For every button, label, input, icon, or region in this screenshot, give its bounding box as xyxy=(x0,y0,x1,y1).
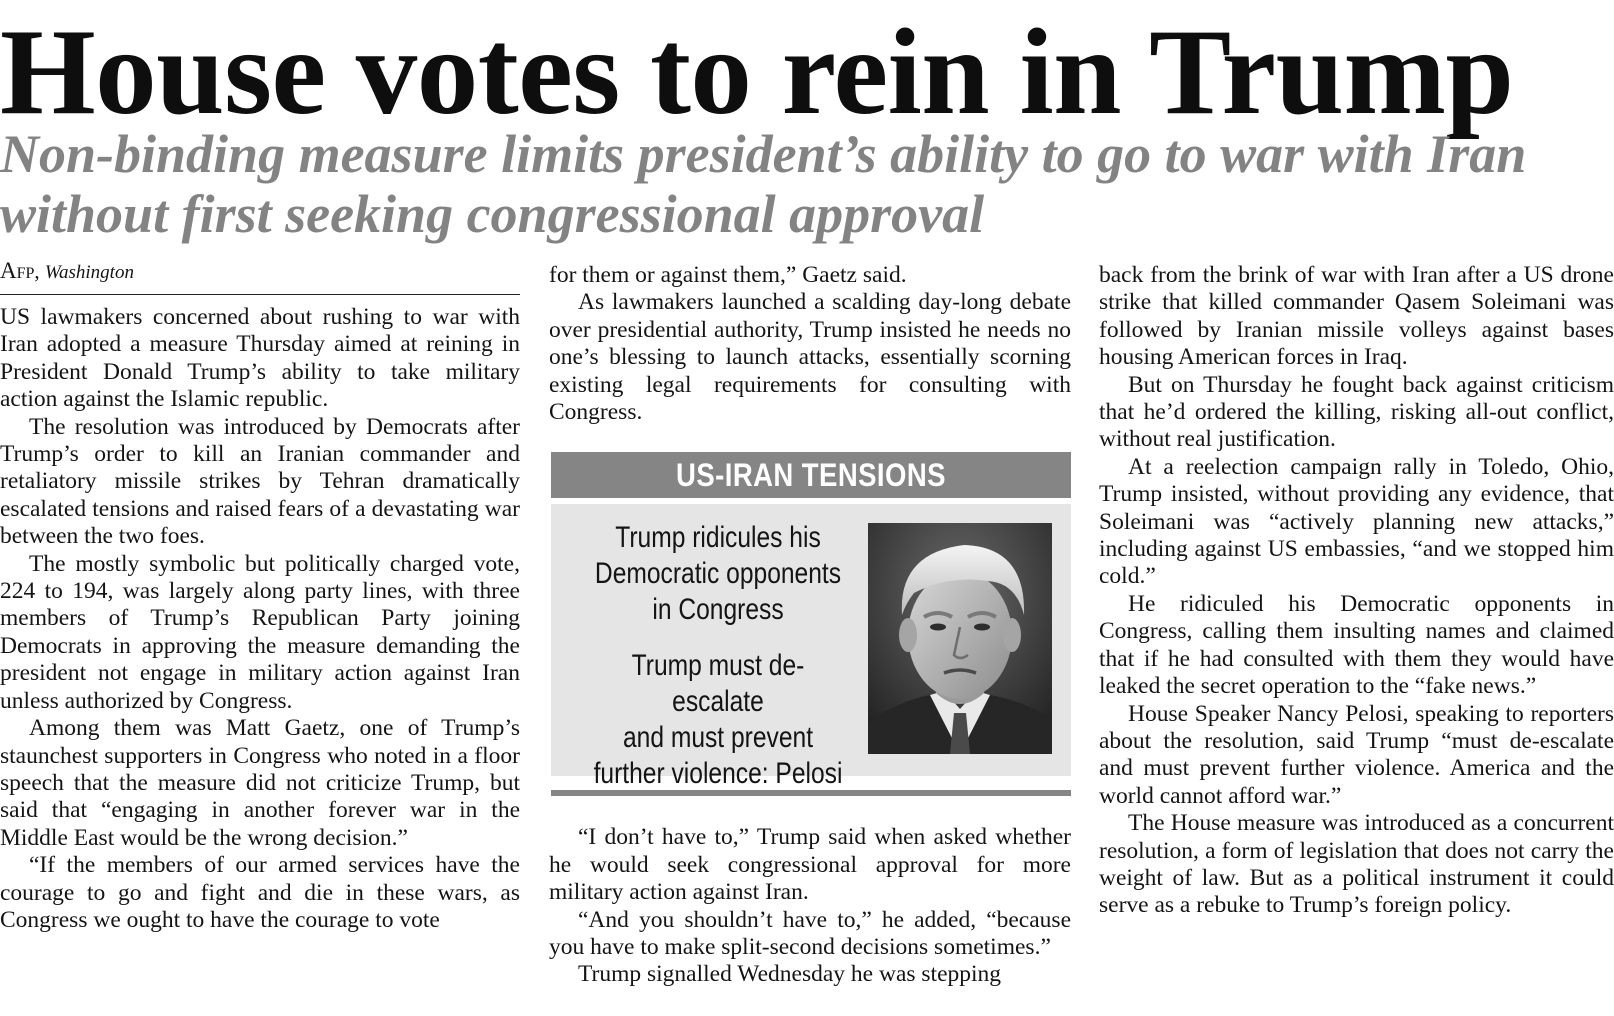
article-column-2 xyxy=(549,262,1071,989)
portrait-photo xyxy=(868,523,1052,754)
paragraph: The resolution was introduced by Democrats after Trump’s order to kill an Iranian commander and retaliatory missile strikes by Tehran dramatically escalated tensions and raised fears of a devastating war between the two foes. xyxy=(0,413,520,550)
byline-agency: Afp xyxy=(0,258,35,283)
pull-quote-2 xyxy=(565,648,871,792)
byline-place: Washington xyxy=(44,262,134,283)
pull-quote-line: Democratic opponents xyxy=(594,557,842,591)
paragraph: “If the members of our armed services have the courage to go and fight and die in these wars, as Congress we ought to have the courage to vote xyxy=(0,852,520,933)
paragraph: But on Thursday he fought back against criticism that he’d ordered the killing, risking all-out conflict, without real justification. xyxy=(1099,371,1614,453)
paragraph: The mostly symbolic but politically charged vote, 224 to 194, was largely along party lines, with three members of Trump’s Republican Party joining Democrats in approving the measure demanding the president not engage in military action against Iran unless authorized by Congress. xyxy=(0,550,520,714)
pull-quote-line: Trump must de-escalate xyxy=(631,649,805,719)
paragraph: At a reelection campaign rally in Toledo, Ohio, Trump insisted, without providing any evidence, that Soleimani was “actively planning new attacks,” including against US embassies, “and we stopped him cold.” xyxy=(1099,453,1614,590)
paragraph: As lawmakers launched a scalding day-long debate over presidential authority, Trump insisted he needs no one’s blessing to launch attacks, essentially scorning existing legal requirements for consulting with Congress. xyxy=(549,289,1071,426)
article-column-3 xyxy=(1099,262,1614,920)
paragraph: “And you shouldn’t have to,” he added, “because you have to make split-second decisions sometimes.” xyxy=(549,906,1071,961)
sidebar-title: US-IRAN TENSIONS xyxy=(587,452,1034,498)
paragraph: House Speaker Nancy Pelosi, speaking to reporters about the resolution, said Trump “must de-escalate and must prevent further violence. America and the world cannot afford war.” xyxy=(1099,700,1614,809)
paragraph: Trump signalled Wednesday he was stepping xyxy=(578,961,1002,988)
sidebar-body xyxy=(551,504,1071,791)
paragraph: US lawmakers concerned about rushing to war with Iran adopted a measure Thursday aimed at reining in President Donald Trump’s ability to take military action against the Islamic republic. xyxy=(0,304,520,413)
pull-quote-line: and must prevent xyxy=(622,721,814,755)
paragraph: He ridiculed his Democratic opponents in Congress, calling them insulting names and claimed that if he had consulted with them they would have leaked the secret operation to the “fake news.” xyxy=(1099,590,1614,700)
subheadline: Non-binding measure limits president’s ability to go to war with Iran without first seeking congressional approval xyxy=(0,124,1527,244)
sidebar-title-bar xyxy=(551,452,1071,498)
pull-quote-line: in Congress xyxy=(652,593,784,627)
pull-quote-line: further violence: Pelosi xyxy=(593,757,843,791)
paragraph: “I don’t have to,” Trump said when asked whether he would seek congressional approval for more military action against Iran. xyxy=(549,824,1071,906)
pull-quote-1 xyxy=(565,520,871,628)
portrait-image xyxy=(868,523,1052,754)
paragraph: The House measure was introduced as a concurrent resolution, a form of legislation that does not carry the weight of law. But as a political instrument it could serve as a rebuke to Trump’s foreign policy. xyxy=(1099,810,1614,919)
pull-quote-line: Trump ridicules his xyxy=(615,521,821,555)
paragraph: back from the brink of war with Iran after a US drone strike that killed commander Qasem Soleimani was followed by Iranian missile volleys against bases housing American forces in Iraq. xyxy=(1099,262,1614,371)
article-column-1 xyxy=(0,256,520,934)
headline: House votes to rein in Trump xyxy=(0,3,1514,140)
paragraph: for them or against them,” Gaetz said. xyxy=(549,262,907,288)
byline: Afp, Washington xyxy=(0,256,520,295)
sidebar-box xyxy=(551,452,1071,796)
paragraph: Among them was Matt Gaetz, one of Trump’s staunchest supporters in Congress who noted in a floor speech that the measure did not criticize Trump, but said that “engaging in another forever war in the Middle East would be the wrong decision.” xyxy=(0,715,520,851)
